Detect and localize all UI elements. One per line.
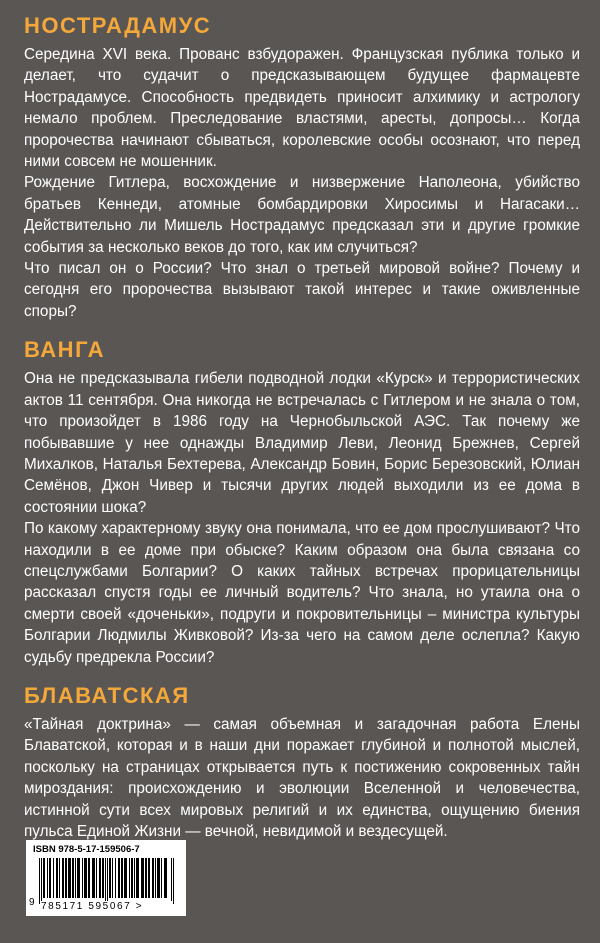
isbn-label: ISBN 978-5-17-159506-7 (33, 844, 140, 855)
paragraph: Середина XVI века. Прованс взбудоражен. Французская публика только и делает, что судачит о предсказывающем будущее фармацевте Нострадамусе. Способность предвидеть приносит алхимику и астрологу немало проблем. Преследование властями, аресты, допросы… Когда пророчества начинают сбываться, королевские особы осознают, что перед ними совсем не мошенник. (24, 46, 580, 171)
section-title: НОСТРАДАМУС (24, 13, 212, 38)
paragraph: Рождение Гитлера, восхождение и низвержение Наполеона, убийство братьев Кеннеди, атомные бомбардировки Хиросимы и Нагасаки… Действительно ли Мишель Нострадамус предсказал эти и другие громкие события за несколько веков до того, как им случиться? (24, 174, 580, 256)
section-title: БЛАВАТСКАЯ (24, 682, 190, 708)
isbn-barcode (26, 840, 186, 916)
paragraph: «Тайная доктрина» — самая объемная и загадочная работа Елены Блаватской, которая и в наши дни поражает глубиной и полнотой мыслей, поскольку на страницах открывается путь к постижению сокровенных тайн мироздания: происхождению и эволюции Вселенной и человечества, истинной сути всех мировых религий и их единства, ощущению биения пульса Единой Жизни — вечной, невидимой и вездесущей. (24, 715, 580, 840)
ean-first-digit: 9 (29, 897, 35, 908)
paragraph: По какому характерному звуку она понимала, что ее дом прослушивают? Что находили в ее доме при обыске? Каким образом она была связана со спецслужбами Болгарии? О каких тайных встречах прорицательницы рассказал спустя годы ее личный водитель? Что знала, но утаила она о смерти своей «доченьки», подруги и покровительницы – министра культуры Болгарии Людмилы Живковой? Из-за чего на самом деле ослепла? Какую судьбу предрекла России? (24, 520, 580, 666)
paragraph: Она не предсказывала гибели подводной лодки «Курск» и террористических актов 11 сентября. Она никогда не встречалась с Гитлером и не знала о том, что произойдет в 1986 году на Чернобыльской АЭС. Так почему же побывавшие у нее однажды Владимир Леви, Леонид Брежнев, Сергей Михалков, Наталья Бехтерева, Александр Бовин, Борис Березовский, Юлиан Семёнов, Джон Чивер и тысячи других людей выходили из ее дома в состоянии шока? (24, 370, 580, 516)
section-nostradamus (24, 12, 580, 322)
section-title: ВАНГА (24, 337, 106, 363)
section-vanga (24, 336, 580, 668)
ean-digits: 785171 595067 > (41, 901, 173, 912)
barcode-bars-icon (39, 858, 175, 904)
section-blavatskaya (24, 682, 580, 842)
paragraph: Что писал он о России? Что знал о третьей мировой войне? Почему и сегодня его пророчества вызывают такой интерес и такие оживленные споры? (24, 260, 580, 320)
back-cover-text (24, 12, 580, 856)
